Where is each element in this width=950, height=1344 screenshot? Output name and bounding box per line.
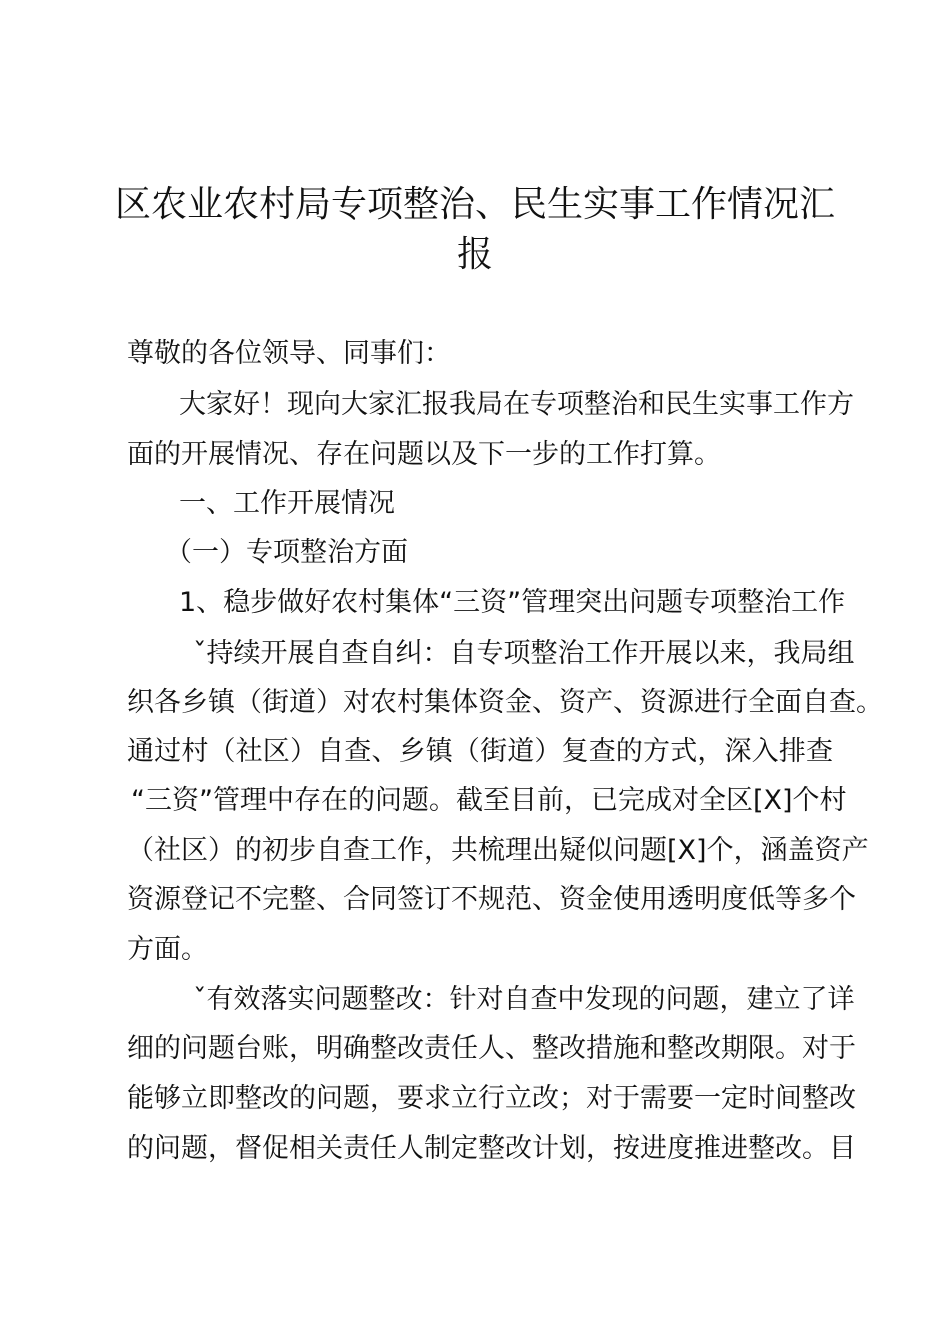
text-line: ˇ持续开展自查自纠：自专项整治工作开展以来，我局组 [193, 638, 855, 669]
greeting: 尊敬的各位领导、同事们： [127, 338, 451, 369]
section-heading: 一、工作开展情况 [179, 488, 395, 519]
text-line: ˇ有效落实问题整改：针对自查中发现的问题，建立了详 [193, 984, 855, 1015]
text-line: 通过村（社区）自查、乡镇（街道）复查的方式，深入排查 [127, 736, 833, 767]
subsection-heading: （一）专项整治方面 [165, 537, 408, 568]
text-line: 面的开展情况、存在问题以及下一步的工作打算。 [127, 439, 721, 470]
text-line: 大家好！现向大家汇报我局在专项整治和民生实事工作方 [179, 389, 854, 420]
text-line: 资源登记不完整、合同签订不规范、资金使用透明度低等多个 [127, 884, 856, 915]
item-heading: 1、稳步做好农村集体“三资”管理突出问题专项整治工作 [179, 587, 846, 618]
text-line: 能够立即整改的问题，要求立行立改；对于需要一定时间整改 [127, 1083, 856, 1114]
text-line: 细的问题台账，明确整改责任人、整改措施和整改期限。对于 [127, 1033, 856, 1064]
text-line: （社区）的初步自查工作，共梳理出疑似问题[X]个，涵盖资产 [127, 835, 869, 866]
text-line: 织各乡镇（街道）对农村集体资金、资产、资源进行全面自查。 [127, 687, 883, 718]
title-line: 报 [456, 234, 493, 275]
title-line: 区农业农村局专项整治、民生实事工作情况汇 [114, 184, 835, 225]
text-line: 的问题，督促相关责任人制定整改计划，按进度推进整改。目 [127, 1133, 856, 1164]
text-line: “三资”管理中存在的问题。截至目前，已完成对全区[X]个村 [131, 785, 847, 816]
text-line: 方面。 [127, 934, 208, 965]
